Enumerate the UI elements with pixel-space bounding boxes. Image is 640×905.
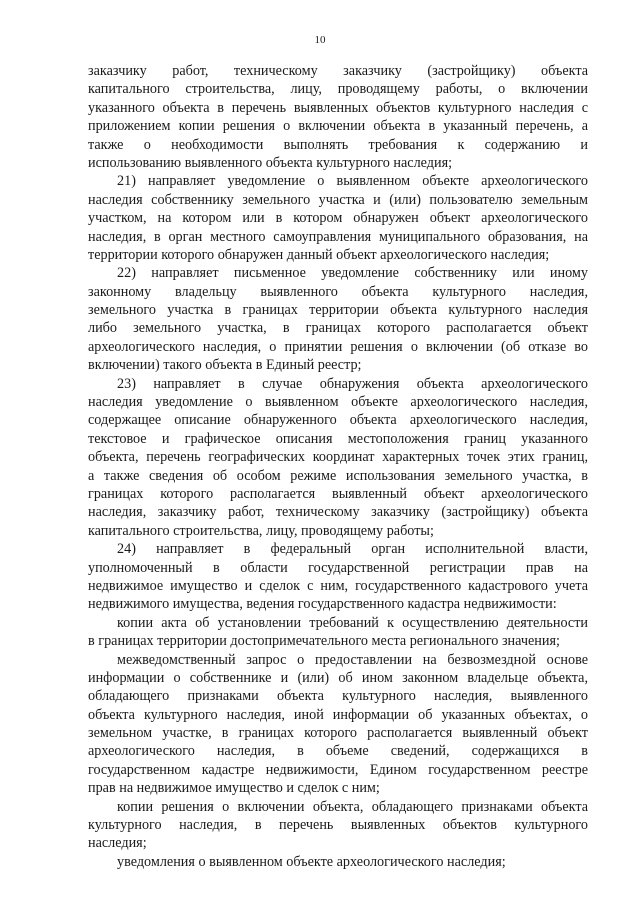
text-line: также о необходимости выполнять требования к содержанию и <box>88 136 588 153</box>
text-line: использованию выявленного объекта культурного наследия; <box>88 154 453 171</box>
text-line: государственном кадастре недвижимости, Едином государственном реестре <box>88 761 588 778</box>
paragraph <box>88 62 588 172</box>
text-line: уполномоченный в области государственной регистрации прав на <box>88 559 588 576</box>
text-line: информации о собственнике и (или) об ином законном владельце объекта, <box>88 669 588 686</box>
text-line: 23) направляет в случае обнаружения объекта археологического <box>117 375 588 392</box>
text-line: недвижимое имущество и сделок с ним, государственного кадастрового учета <box>88 577 588 594</box>
page-number: 10 <box>314 34 326 46</box>
text-line: включении) такого объекта в Единый реестр; <box>88 357 362 374</box>
text-line: 21) направляет уведомление о выявленном объекте археологического <box>117 173 588 190</box>
text-line: объекта, перечень географических координат характерных точек этих границ, <box>88 449 588 466</box>
text-line: культурного наследия, в перечень выявленных объектов культурного <box>88 817 588 834</box>
text-line: либо земельного участка, в границах которого располагается объект <box>88 320 588 337</box>
text-line: территории которого обнаружен данный объект археологического наследия; <box>88 246 550 263</box>
text-line: законному владельцу выявленного объекта культурного наследия, <box>88 283 588 300</box>
text-line: границах которого располагается выявленный объект археологического <box>88 485 588 502</box>
text-line: приложением копии решения о включении объекта в указанный перечень, а <box>88 118 588 135</box>
text-line: 22) направляет письменное уведомление собственнику или иному <box>117 265 588 282</box>
text-line: 24) направляет в федеральный орган исполнительной власти, <box>117 541 588 558</box>
text-line: наследия, в орган местного самоуправления муниципального образования, на <box>88 228 588 245</box>
paragraph <box>88 540 588 614</box>
document-body <box>88 62 588 871</box>
text-line: капитального строительства, лицу, проводящему работы, о включении <box>88 81 588 98</box>
text-line: капитального строительства, лицу, проводящему работы; <box>88 522 434 539</box>
paragraph <box>88 375 588 541</box>
paragraph <box>88 853 588 871</box>
text-line: участком, на котором или в котором обнаружен объект археологического <box>88 210 588 227</box>
text-line: межведомственный запрос о предоставлении на безвозмездной основе <box>117 651 588 668</box>
text-line: наследия уведомление о выявленном объекте археологического наследия, <box>88 394 588 411</box>
text-line: обладающего признаками объекта культурного наследия, выявленного <box>88 688 588 705</box>
text-line: недвижимого имущества, ведения государственного кадастра недвижимости: <box>88 596 557 613</box>
text-line: земельном участке, в границах которого располагается выявленный объект <box>88 725 588 742</box>
text-line: наследия, заказчику работ, техническому заказчику (застройщику) объекта <box>88 504 588 521</box>
paragraph <box>88 172 588 264</box>
text-line: а также сведения об особом режиме использования земельного участка, в <box>88 467 588 484</box>
text-line: прав на недвижимое имущество и сделок с ним; <box>88 780 380 797</box>
text-line: указанного объекта в перечень выявленных объектов культурного наследия с <box>88 99 588 116</box>
paragraph <box>88 264 588 374</box>
text-line: археологического наследия, в объеме сведений, содержащихся в <box>88 743 588 760</box>
text-line: текстовое и графическое описания местоположения границ указанного <box>88 430 588 447</box>
text-line: наследия; <box>88 835 147 852</box>
paragraph <box>88 614 588 651</box>
text-line: копии решения о включении объекта, обладающего признаками объекта <box>117 798 588 815</box>
paragraph <box>88 651 588 798</box>
text-line: копии акта об установлении требований к осуществлению деятельности <box>117 614 588 631</box>
text-line: в границах территории достопримечательного места регионального значения; <box>88 633 560 650</box>
text-line: археологического наследия, о принятии решения о включении (об отказе во <box>88 338 588 355</box>
text-line: уведомления о выявленном объекте археологического наследия; <box>117 853 506 870</box>
text-line: объекта культурного наследия, иной информации об указанных объектах, о <box>88 706 588 723</box>
text-line: наследия собственнику земельного участка и (или) пользователю земельным <box>88 191 588 208</box>
text-line: заказчику работ, техническому заказчику (застройщику) объекта <box>88 63 588 79</box>
paragraph <box>88 798 588 853</box>
text-line: содержащее описание обнаруженного объекта археологического наследия, <box>88 412 588 429</box>
text-line: земельного участка в границах территории объекта культурного наследия <box>88 302 588 319</box>
